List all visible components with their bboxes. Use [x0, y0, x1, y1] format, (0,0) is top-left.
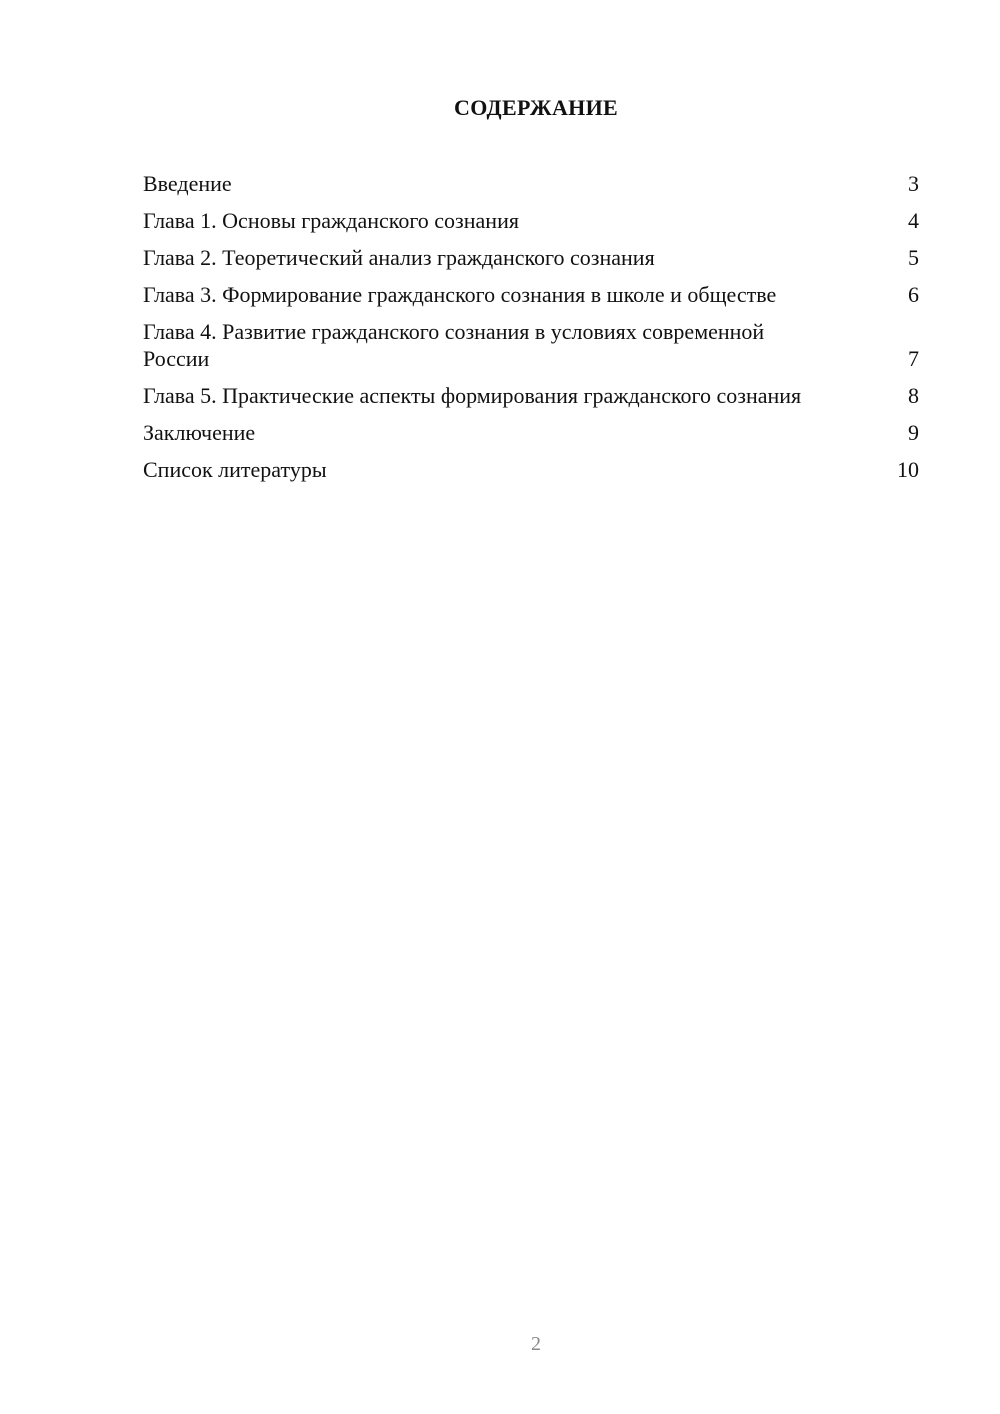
toc-entry-text: Глава 4. Развитие гражданского сознания в условиях современной России: [143, 319, 765, 371]
toc-title: СОДЕРЖАНИЕ: [454, 95, 618, 120]
toc-entry-page: 3: [908, 171, 919, 196]
toc-entry-text: Глава 5. Практические аспекты формирования гражданского сознания: [143, 383, 802, 408]
toc-entry-text: Глава 3. Формирование гражданского сознания в школе и обществе: [143, 282, 777, 307]
toc-entry-chapter-5: [143, 382, 919, 409]
toc-entry-chapter-2: [143, 244, 919, 271]
toc-entry-chapter-4: [143, 318, 919, 372]
toc-entry-page: 8: [908, 383, 919, 408]
page-number: 2: [531, 1333, 541, 1355]
toc-entry-conclusion: [143, 419, 919, 446]
toc-entry-page: 4: [908, 208, 919, 233]
toc-entry-page: 9: [908, 420, 919, 445]
toc-entry-text: Список литературы: [143, 457, 327, 482]
toc-entry-page: 7: [908, 346, 919, 371]
toc-entry-text: Глава 2. Теоретический анализ гражданского сознания: [143, 245, 655, 270]
toc-entry-page: 6: [908, 282, 919, 307]
toc-entry-introduction: [143, 170, 919, 197]
toc-entry-page: 5: [908, 245, 919, 270]
toc-entry-chapter-1: [143, 207, 919, 234]
toc-entry-text: Введение: [143, 171, 232, 196]
toc-entry-text: Заключение: [143, 420, 256, 445]
toc-entry-text: Глава 1. Основы гражданского сознания: [143, 208, 519, 233]
toc-list: [143, 170, 919, 493]
toc-entry-chapter-3: [143, 281, 919, 308]
toc-entry-page: 10: [897, 457, 919, 482]
toc-entry-references: [143, 456, 919, 483]
